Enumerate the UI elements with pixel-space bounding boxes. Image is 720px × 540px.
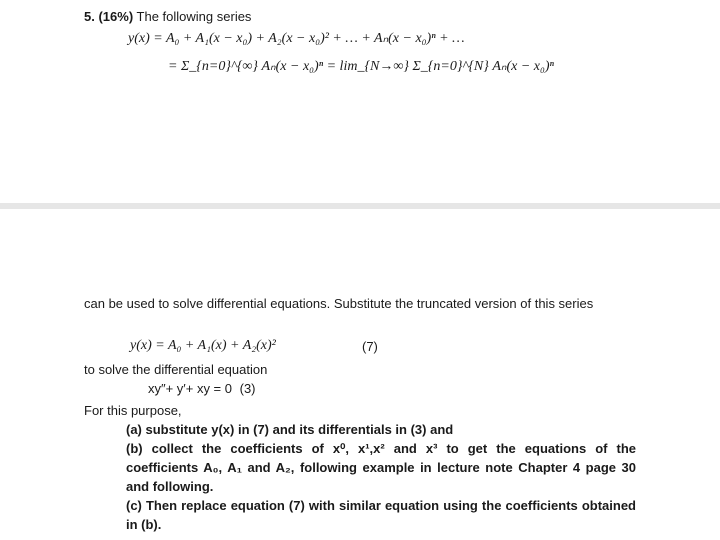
differential-equation bbox=[148, 381, 256, 396]
problem-number: 5. bbox=[84, 9, 95, 24]
problem-intro: The following series bbox=[136, 9, 252, 24]
problem-header bbox=[84, 9, 251, 24]
equation-tag-7: (7) bbox=[362, 339, 378, 354]
truncated-equation: y(x) = A₀ + A₁(x) + A₂(x)² bbox=[130, 338, 276, 353]
diff-eq-text: xy″+ y′+ xy = 0 bbox=[148, 381, 232, 396]
series-equation-line2: = Σ_{n=0}^{∞} Aₙ(x − x₀)ⁿ = lim_{N→∞} Σ_{n=0}^{N} Aₙ(x − x₀)ⁿ bbox=[168, 59, 554, 74]
series-equation-line1: y(x) = A₀ + A₁(x − x₀) + A₂(x − x₀)² + … + Aₙ(x − x₀)ⁿ + … bbox=[128, 31, 465, 46]
diff-eq-intro: to solve the differential equation bbox=[84, 362, 268, 377]
page-divider bbox=[0, 203, 720, 209]
body-paragraph: can be used to solve differential equations. Substitute the truncated version of this series bbox=[84, 296, 594, 311]
item-c: (c) Then replace equation (7) with similar equation using the coefficients obtained in (b). bbox=[126, 498, 636, 532]
purpose-line: For this purpose, bbox=[84, 403, 182, 418]
item-a: (a) substitute y(x) in (7) and its differentials in (3) and bbox=[126, 422, 454, 437]
equation-tag-3: (3) bbox=[239, 381, 256, 396]
problem-points: (16%) bbox=[98, 9, 134, 24]
item-b: (b) collect the coefficients of x⁰, x¹,x² and x³ to get the equations of the coefficients A₀, A₁ and A₂, following example in lecture note Chapter 4 page 30 and following. bbox=[126, 441, 636, 494]
